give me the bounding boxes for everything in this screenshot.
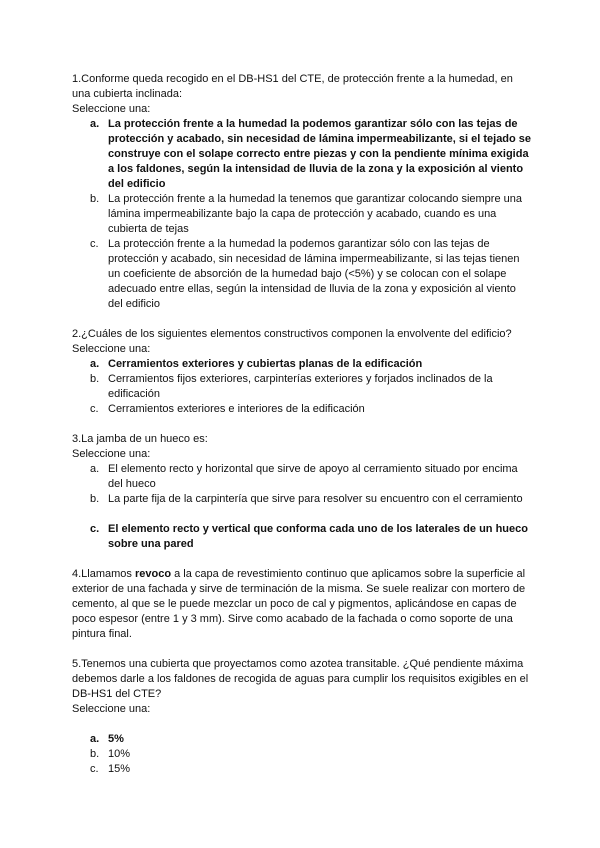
question-1-stem: 1.Conforme queda recogido en el DB-HS1 del CTE, de protección frente a la humedad, en una cubierta inclinada:	[72, 73, 513, 100]
question-3-prompt: Seleccione una:	[72, 448, 151, 460]
question-1	[72, 72, 532, 312]
option-text: 10%	[108, 748, 131, 760]
question-1-option-c[interactable]	[72, 237, 532, 312]
question-3-option-a[interactable]	[72, 462, 532, 492]
question-4	[72, 567, 532, 642]
question-3-option-c[interactable]	[72, 522, 532, 552]
option-letter: b.	[90, 373, 100, 385]
option-letter: c.	[90, 763, 99, 775]
option-letter: c.	[90, 403, 99, 415]
question-3	[72, 432, 532, 552]
option-text: La parte fija de la carpintería que sirve para resolver su encuentro con el cerramiento	[108, 493, 523, 505]
option-letter: c.	[90, 523, 100, 535]
option-letter: b.	[90, 493, 100, 505]
question-1-prompt: Seleccione una:	[72, 103, 151, 115]
option-text: La protección frente a la humedad la podemos garantizar sólo con las tejas de protección y acabado, sin necesidad de lámina impermeabilizante, si el tejado se construye con el solape correcto entre piezas y con la pendiente mínima exigida a los faldones, según la intensidad de lluvia de la zona y la exposición al viento del edificio	[108, 118, 532, 190]
option-text: Cerramientos exteriores e interiores de la edificación	[108, 403, 365, 415]
option-text: El elemento recto y vertical que conforma cada uno de los laterales de un hueco sobre una pared	[108, 523, 528, 550]
question-2-option-b[interactable]	[72, 372, 532, 402]
question-2-prompt: Seleccione una:	[72, 343, 151, 355]
question-5-options	[72, 732, 532, 777]
document-page	[72, 72, 532, 777]
question-1-option-b[interactable]	[72, 192, 532, 237]
question-2-option-a[interactable]	[72, 357, 532, 372]
option-letter: a.	[90, 463, 100, 475]
question-1-options	[72, 117, 532, 312]
option-text: Cerramientos exteriores y cubiertas planas de la edificación	[108, 358, 423, 370]
option-text: El elemento recto y horizontal que sirve de apoyo al cerramiento situado por encima del hueco	[108, 463, 518, 490]
option-text: Cerramientos fijos exteriores, carpinterías exteriores y forjados inclinados de la edificación	[108, 373, 493, 400]
question-2-stem: 2.¿Cuáles de los siguientes elementos constructivos componen la envolvente del edificio?	[72, 328, 512, 340]
question-3-options	[72, 462, 532, 552]
question-5-option-a[interactable]	[72, 732, 532, 747]
option-letter: c.	[90, 238, 99, 250]
question-5-prompt: Seleccione una:	[72, 703, 151, 715]
question-5-stem: 5.Tenemos una cubierta que proyectamos como azotea transitable. ¿Qué pendiente máxima debemos darle a los faldones de recogida de aguas para cumplir los requisitos exigibles en el DB-HS1 del CTE?	[72, 658, 529, 700]
question-5-option-b[interactable]	[72, 747, 532, 762]
question-2-options	[72, 357, 532, 417]
option-text: La protección frente a la humedad la tenemos que garantizar colocando siempre una lámina impermeabilizante bajo la capa de protección y acabado, cuando es una cubierta de tejas	[108, 193, 522, 235]
option-text: 15%	[108, 763, 131, 775]
question-4-stem-term: revoco	[134, 568, 172, 580]
question-2-option-c[interactable]	[72, 402, 532, 417]
option-text: 5%	[108, 733, 124, 745]
question-3-stem: 3.La jamba de un hueco es:	[72, 433, 208, 445]
question-4-stem-before: 4.Llamamos	[72, 568, 135, 580]
question-4-stem	[72, 567, 532, 642]
question-1-option-a[interactable]	[72, 117, 532, 192]
option-text: La protección frente a la humedad la podemos garantizar sólo con las tejas de protección y acabado, sin necesidad de lámina impermeabilizante, si las tejas tienen un coeficiente de absorción de la humedad bajo (<5%) y se colocan con el solape adecuado entre ellas, según la intensidad de lluvia de la zona y exposición al viento del edificio	[108, 238, 520, 310]
option-letter: b.	[90, 193, 100, 205]
question-5	[72, 657, 532, 777]
question-4-stem-after: a la capa de revestimiento continuo que aplicamos sobre la superficie al exterior de una fachada y sirve de terminación de la misma. Se suele realizar con mortero de cemento, al que se le puede mezclar un poco de cal y pigmentos, aplicándose en capas de poco espesor (entre 1 y 3 mm). Sirve como acabado de la fachada o como soporte de una pintura final.	[72, 568, 526, 640]
option-letter: a.	[90, 358, 100, 370]
question-2	[72, 327, 532, 417]
option-letter: a.	[90, 118, 100, 130]
option-letter: a.	[90, 733, 100, 745]
option-letter: b.	[90, 748, 100, 760]
question-3-option-b[interactable]	[72, 492, 532, 507]
question-5-option-c[interactable]	[72, 762, 532, 777]
